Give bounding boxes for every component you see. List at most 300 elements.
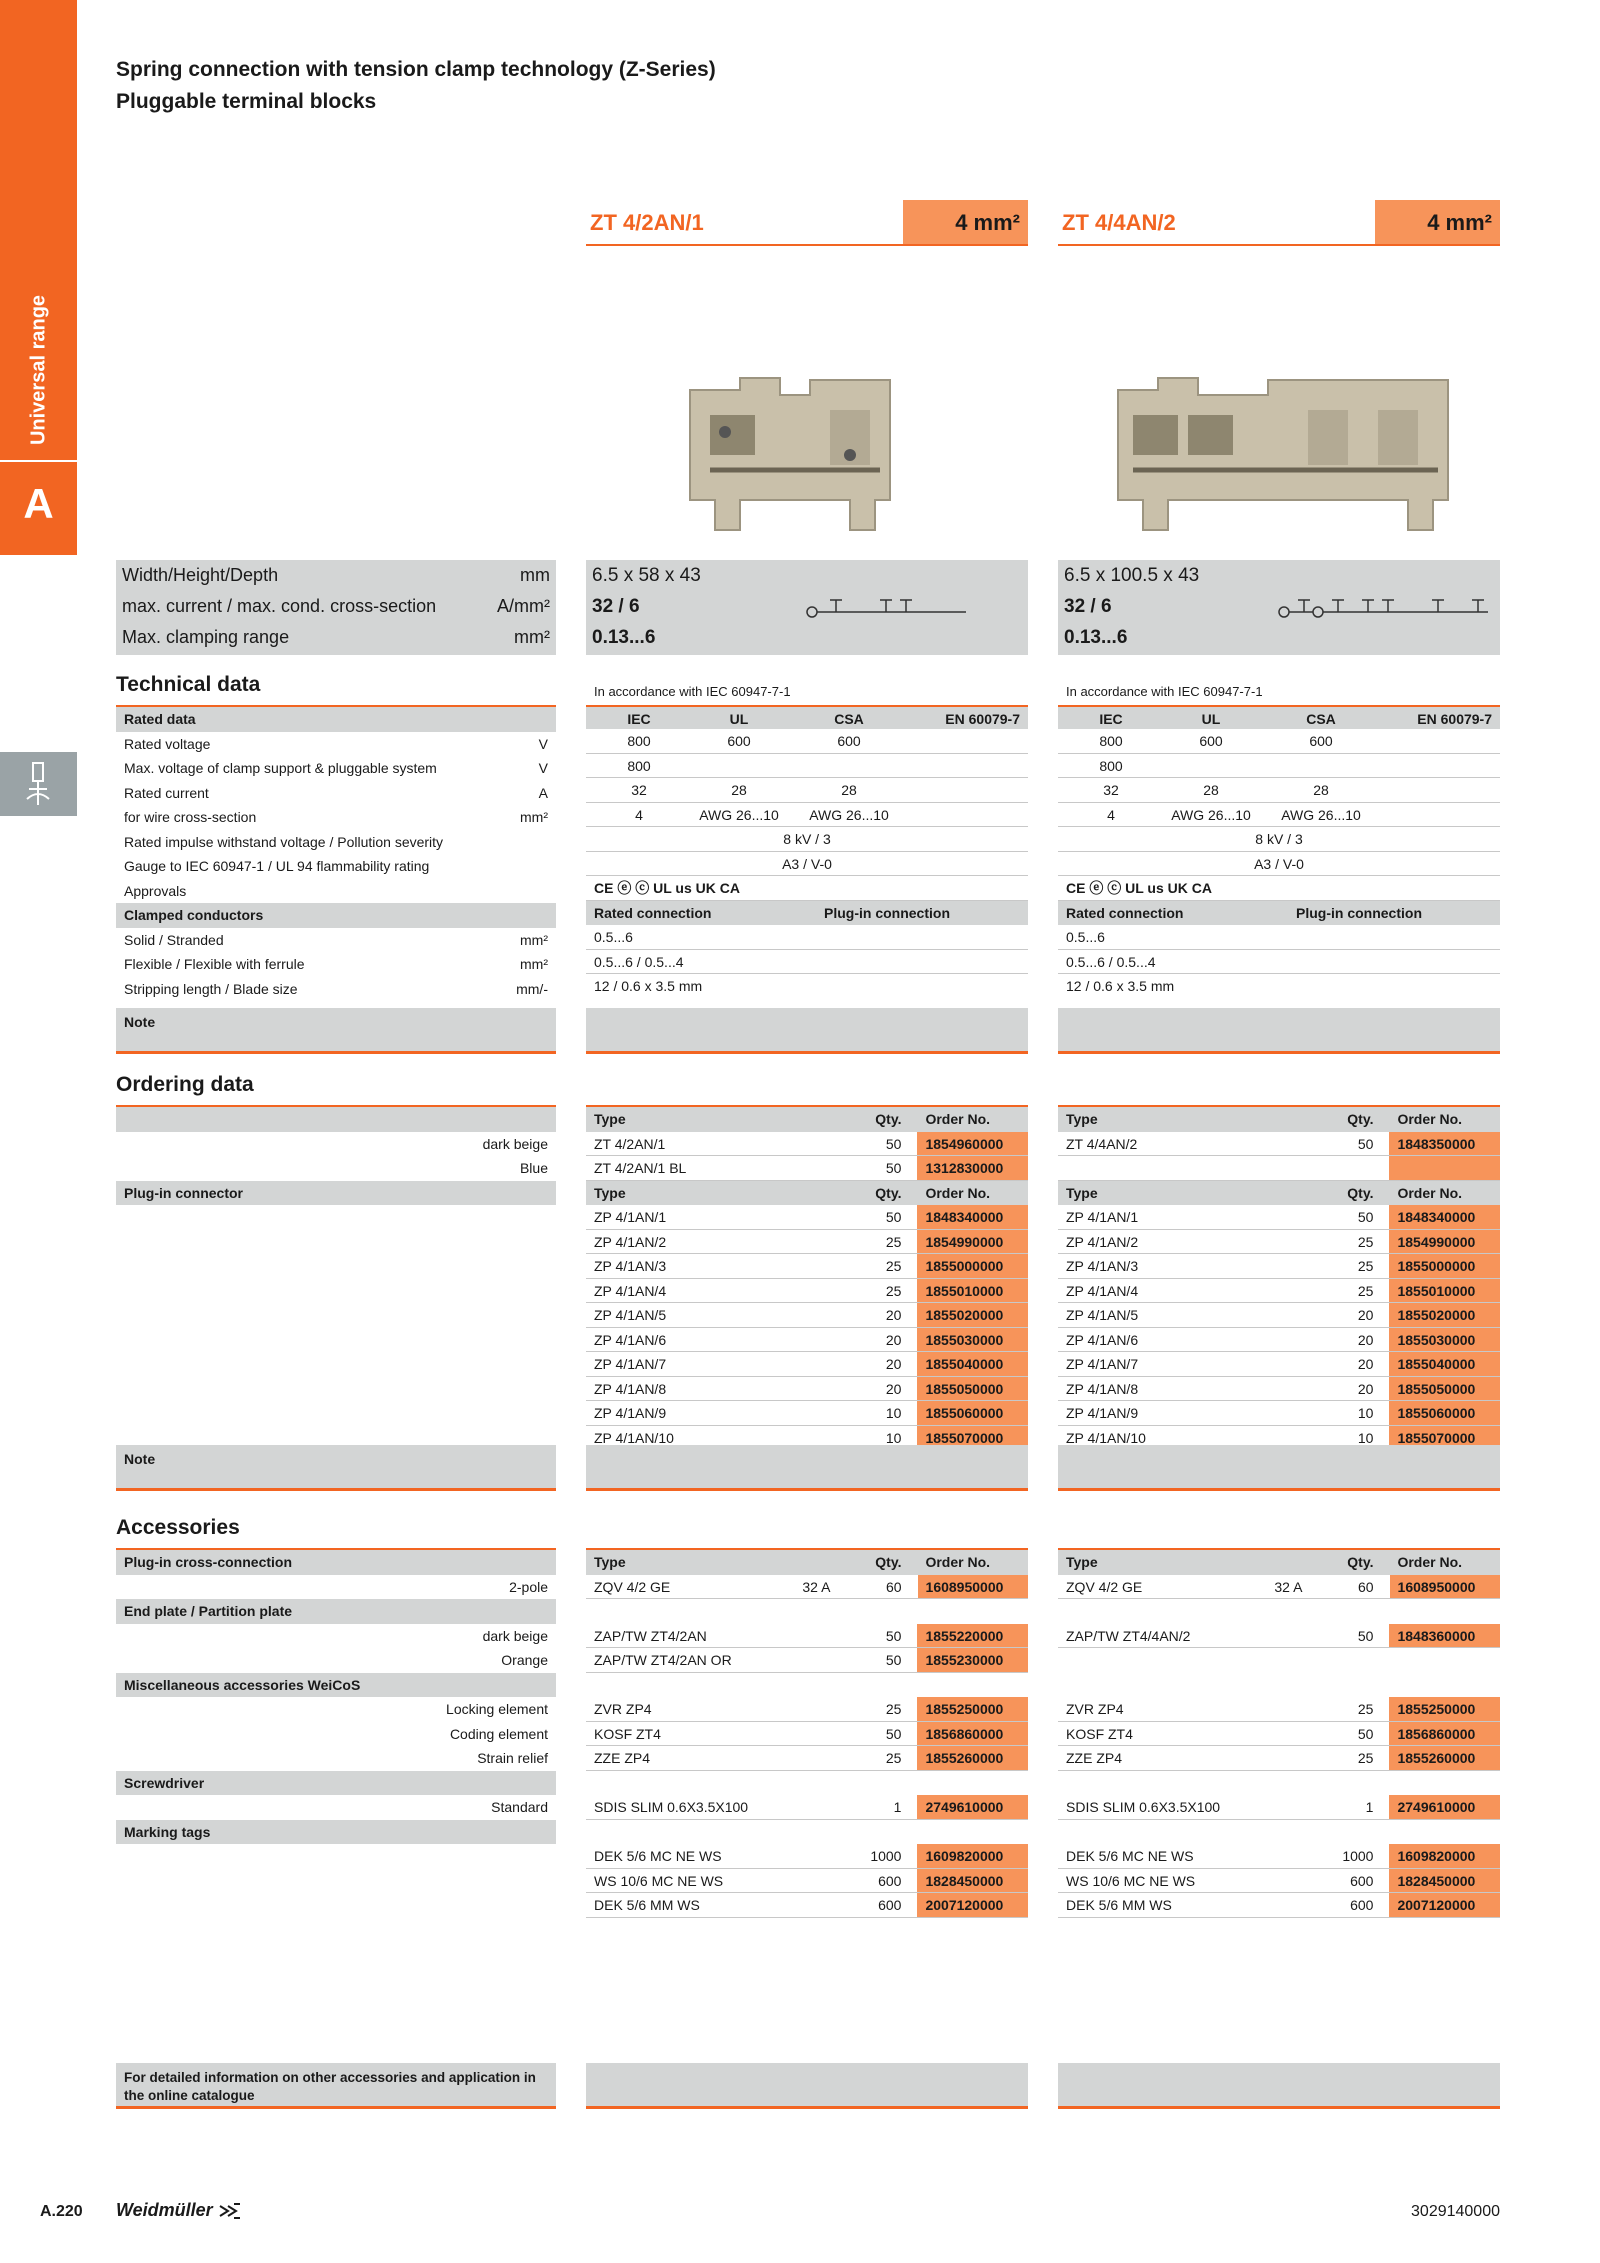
h-type: Type (1066, 1554, 1098, 1570)
rated-connection-label: Rated connection (594, 904, 712, 921)
technical-values-1 (586, 680, 1028, 999)
accordance-note: In accordance with IEC 60947-7-1 (594, 684, 791, 699)
cell-current: 32 A (1274, 1578, 1303, 1595)
cell-qty: 50 (885, 1725, 902, 1742)
page-number: A.220 (40, 2203, 83, 2220)
cell: AWG 26...10 (1281, 806, 1361, 823)
spacer (1058, 1820, 1500, 1845)
general-row (116, 591, 556, 622)
cell-order: 1855230000 (917, 1648, 1028, 1672)
row-label: Gauge to IEC 60947-1 / UL 94 flammability rating (124, 858, 430, 874)
technical-title: Technical data (116, 673, 261, 696)
order-row (586, 1697, 1028, 1722)
std-ul: UL (1201, 710, 1221, 727)
order-row (586, 1746, 1028, 1771)
cell-order: 1855020000 (917, 1303, 1028, 1327)
clamped-heading: Clamped conductors (116, 903, 556, 928)
product-header-2 (1058, 200, 1500, 246)
cell-type: ZAP/TW ZT4/4AN/2 (1066, 1627, 1191, 1644)
connection-header (586, 901, 1028, 926)
order-row (1058, 1352, 1500, 1377)
technical-values-2 (1058, 680, 1500, 999)
cell-order: 1854960000 (917, 1132, 1028, 1156)
wiring-symbol-2 (1278, 594, 1493, 622)
range-label-box (0, 280, 77, 460)
cell-qty: 20 (885, 1380, 902, 1397)
cell-order: 1855010000 (917, 1279, 1028, 1303)
cell-type: ZP 4/1AN/10 (594, 1429, 674, 1446)
order-row (586, 1205, 1028, 1230)
spacer (586, 1771, 1028, 1796)
clamp-value: 0.13...6 (1064, 627, 1128, 648)
cell-qty: 60 (1357, 1578, 1374, 1595)
cell: 28 (731, 782, 747, 798)
cell: 4 (1107, 806, 1115, 823)
cell: 600 (1309, 733, 1333, 749)
dark-beige-label: dark beige (482, 1627, 548, 1644)
cell-order: 1854990000 (917, 1230, 1028, 1254)
row-unit: mm² (514, 627, 550, 647)
ordering-blank-heading (116, 1107, 556, 1132)
flexible-row: 0.5...6 / 0.5...4 (586, 950, 1028, 975)
tech-row (116, 854, 556, 879)
cell-type: ZP 4/1AN/4 (1066, 1282, 1139, 1299)
order-row (1058, 1795, 1500, 1820)
current-row (1058, 778, 1500, 803)
cell-qty: 20 (1357, 1307, 1374, 1323)
row-unit: A/mm² (497, 596, 550, 616)
wiring-symbol-1 (806, 594, 1016, 622)
std-csa: CSA (1306, 710, 1336, 727)
cell-order: 1855000000 (1389, 1254, 1500, 1278)
solid-row: 0.5...6 (1058, 925, 1500, 950)
cell: 600 (1199, 733, 1223, 749)
row-label: Flexible / Flexible with ferrule (124, 956, 305, 972)
cell-qty: 1 (893, 1799, 902, 1815)
cell-order: 1855050000 (1389, 1377, 1500, 1401)
impulse-row: 8 kV / 3 (1058, 827, 1500, 852)
cell-type: WS 10/6 MC NE WS (594, 1872, 724, 1889)
row-unit: mm² (520, 931, 548, 948)
brand-name: Weidmüller (116, 2200, 213, 2220)
order-row (1058, 1279, 1500, 1304)
order-row (1058, 1575, 1500, 1600)
order-header (586, 1181, 1028, 1206)
cell-order: 1855020000 (1389, 1303, 1500, 1327)
order-note-box-1 (586, 1445, 1028, 1491)
order-row (1058, 1844, 1500, 1869)
std-en: EN 60079-7 (945, 710, 1020, 727)
cell-order: 1856860000 (917, 1722, 1028, 1746)
order-row (1058, 1624, 1500, 1649)
row-label: Rated voltage (124, 735, 211, 752)
current-value: 32 / 6 (1064, 596, 1112, 617)
row-label: Solid / Stranded (124, 931, 224, 948)
cell-qty: 10 (1357, 1405, 1374, 1421)
h-order: Order No. (925, 1554, 991, 1570)
row-unit: mm² (520, 956, 548, 972)
current-row (586, 778, 1028, 803)
row-label: for wire cross-section (124, 809, 257, 825)
solid-row: 0.5...6 (586, 925, 1028, 950)
order-row (586, 1279, 1028, 1304)
cell-qty: 25 (885, 1233, 902, 1250)
cell-order: 1855250000 (1389, 1697, 1500, 1721)
plugin-connection-label: Plug-in connection (1296, 904, 1422, 921)
cell-type: ZVR ZP4 (594, 1701, 652, 1717)
cell: 600 (837, 733, 861, 749)
cell: 800 (1099, 733, 1123, 749)
cell-order: 1855030000 (917, 1328, 1028, 1352)
cell-qty: 10 (1357, 1429, 1374, 1446)
document-number: 3029140000 (1411, 2203, 1500, 2220)
approval-marks: CE ⓔ ⓒ UL us UK CA (1058, 876, 1500, 901)
order-row (1058, 1205, 1500, 1230)
cell-order: 1855070000 (1389, 1426, 1500, 1450)
cell-qty: 1000 (870, 1848, 902, 1864)
brand-mark-icon (218, 2202, 242, 2220)
spacer (1058, 1673, 1500, 1698)
order-row (586, 1648, 1028, 1673)
cell-order: 1855260000 (1389, 1746, 1500, 1770)
cell-qty: 50 (1357, 1135, 1374, 1152)
cell-type: SDIS SLIM 0.6X3.5X100 (1066, 1799, 1221, 1815)
end-plate-heading: End plate / Partition plate (116, 1599, 556, 1624)
header-line-1: Spring connection with tension clamp technology (Z-Series) (116, 58, 716, 81)
cell-order: 1855000000 (917, 1254, 1028, 1278)
cell-type: ZT 4/4AN/2 (1066, 1135, 1138, 1152)
order-row (1058, 1377, 1500, 1402)
cell-qty: 60 (885, 1578, 902, 1595)
tech-row (116, 977, 556, 1002)
clamp-voltage-row (1058, 754, 1500, 779)
cell-order: 1855220000 (917, 1624, 1028, 1648)
cell-type: ZP 4/1AN/1 (594, 1209, 667, 1225)
cell-qty: 25 (885, 1701, 902, 1717)
color-dark-beige: dark beige (482, 1135, 548, 1152)
cell-qty: 50 (885, 1135, 902, 1152)
general-row (116, 622, 556, 653)
h-order: Order No. (1397, 1111, 1463, 1127)
order-header (586, 1107, 1028, 1132)
marking-heading: Marking tags (116, 1820, 556, 1845)
product-name: ZT 4/2AN/1 (590, 210, 704, 235)
orange-label: Orange (501, 1652, 548, 1668)
tech-row (116, 805, 556, 830)
cell: 600 (727, 733, 751, 749)
cell-type: KOSF ZT4 (594, 1725, 661, 1742)
row-label: Rated impulse withstand voltage / Pollution severity (124, 833, 444, 850)
h-type: Type (594, 1111, 626, 1127)
two-pole-label: 2-pole (509, 1578, 548, 1595)
approval-marks: CE ⓔ ⓒ UL us UK CA (586, 876, 1028, 901)
h-qty: Qty. (875, 1184, 902, 1201)
gauge-row: A3 / V-0 (586, 852, 1028, 877)
cell-order: 1608950000 (1390, 1575, 1500, 1599)
cell-type: ZP 4/1AN/5 (594, 1307, 667, 1323)
cell-type: ZP 4/1AN/6 (594, 1331, 667, 1348)
order-row (586, 1377, 1028, 1402)
gauge-row: A3 / V-0 (1058, 852, 1500, 877)
cell-type: ZP 4/1AN/1 (1066, 1209, 1139, 1225)
cell-type: ZP 4/1AN/9 (1066, 1405, 1139, 1421)
online-note-box (116, 2063, 556, 2109)
std-en: EN 60079-7 (1417, 710, 1492, 727)
tech-row (116, 830, 556, 855)
h-type: Type (1066, 1111, 1098, 1127)
cell: 4 (635, 806, 643, 823)
row-unit: mm² (520, 809, 548, 825)
plugin-connector-heading: Plug-in connector (116, 1181, 556, 1206)
cell-type: ZP 4/1AN/10 (1066, 1429, 1146, 1446)
order-header (1058, 1550, 1500, 1575)
cell-order: 1848340000 (917, 1205, 1028, 1229)
cell-qty: 600 (878, 1897, 902, 1913)
spacer (1058, 1599, 1500, 1624)
cell: 28 (841, 782, 857, 798)
cell-qty: 25 (1357, 1258, 1374, 1274)
order-header (1058, 1181, 1500, 1206)
order-row (586, 1352, 1028, 1377)
clamp-voltage-row (586, 754, 1028, 779)
cell-type: ZP 4/1AN/5 (1066, 1307, 1139, 1323)
dims-value: 6.5 x 58 x 43 (592, 565, 701, 586)
tech-note-box (116, 1008, 556, 1054)
cell-type: ZP 4/1AN/4 (594, 1282, 667, 1299)
order-row (1058, 1303, 1500, 1328)
online-note-text: For detailed information on other accessories and application in the online catalogue (124, 2070, 536, 2103)
cell-order: 1828450000 (917, 1869, 1028, 1893)
color-blue: Blue (519, 1160, 548, 1176)
cell: 800 (627, 757, 651, 774)
note-label: Note (124, 1014, 156, 1030)
screwdriver-heading: Screwdriver (116, 1771, 556, 1796)
order-row (586, 1303, 1028, 1328)
tech-note-box-2 (1058, 1008, 1500, 1054)
ordering-table-1 (586, 1105, 1028, 1450)
cell-order: 2007120000 (1389, 1893, 1500, 1917)
terminal-block-image-1 (680, 370, 900, 540)
terminal-block-image-2 (1108, 370, 1458, 540)
range-label: Universal range (27, 294, 49, 446)
tech-row (116, 952, 556, 977)
accessory-labels (116, 1548, 556, 1844)
sidebar-divider (0, 460, 77, 462)
general-row (116, 560, 556, 591)
cell-type: ZP 4/1AN/2 (1066, 1233, 1139, 1250)
product-name: ZT 4/4AN/2 (1062, 210, 1176, 235)
flexible-row: 0.5...6 / 0.5...4 (1058, 950, 1500, 975)
cell: 800 (1099, 757, 1123, 774)
cell-order: 1855060000 (1389, 1401, 1500, 1425)
cell-order: 2749610000 (1389, 1795, 1500, 1819)
cell-type: ZP 4/1AN/3 (594, 1258, 667, 1274)
cell-type: ZP 4/1AN/3 (1066, 1258, 1139, 1274)
cell-qty: 20 (1357, 1380, 1374, 1397)
cell-type: ZT 4/2AN/1 BL (594, 1160, 687, 1176)
h-qty: Qty. (875, 1111, 902, 1127)
order-header (586, 1550, 1028, 1575)
product-size: 4 mm² (903, 200, 1028, 244)
terminal-icon (0, 752, 77, 816)
cell-qty: 20 (885, 1307, 902, 1323)
cell-order: 1855260000 (917, 1746, 1028, 1770)
cell-qty: 25 (1357, 1282, 1374, 1299)
spacer (586, 1599, 1028, 1624)
cell-qty: 50 (885, 1652, 902, 1668)
cell-order: 1609820000 (917, 1844, 1028, 1868)
accessory-table-2 (1058, 1548, 1500, 1918)
cell: AWG 26...10 (699, 806, 779, 823)
cell-type: DEK 5/6 MM WS (594, 1897, 700, 1913)
cell-type: WS 10/6 MC NE WS (1066, 1872, 1196, 1889)
order-row (1058, 1869, 1500, 1894)
tech-row (116, 732, 556, 757)
cell-type: ZAP/TW ZT4/2AN (594, 1627, 707, 1644)
order-row (586, 1254, 1028, 1279)
order-row (1058, 1746, 1500, 1771)
row-label: Width/Height/Depth (122, 565, 279, 585)
cell-type: ZZE ZP4 (1066, 1750, 1123, 1766)
order-row (586, 1401, 1028, 1426)
spacer (586, 1673, 1028, 1698)
order-note-box-2 (1058, 1445, 1500, 1491)
rated-connection-label: Rated connection (1066, 904, 1184, 921)
ordering-title: Ordering data (116, 1073, 254, 1096)
voltage-row (1058, 729, 1500, 754)
general-values-1 (586, 560, 1028, 655)
row-label: Max. voltage of clamp support & pluggable system (124, 760, 437, 776)
row-label: Rated current (124, 784, 209, 801)
cell-type: DEK 5/6 MM WS (1066, 1897, 1172, 1913)
cell-qty: 50 (1357, 1209, 1374, 1225)
h-order: Order No. (925, 1184, 991, 1201)
cell: AWG 26...10 (809, 806, 889, 823)
cell-order: 1855250000 (917, 1697, 1028, 1721)
misc-heading: Miscellaneous accessories WeiCoS (116, 1673, 556, 1698)
order-row (586, 1156, 1028, 1181)
row-label: max. current / max. cond. cross-section (122, 596, 437, 616)
cell-qty: 50 (1357, 1627, 1374, 1644)
standards-header (1058, 705, 1500, 730)
cell-current: 32 A (802, 1578, 831, 1595)
cell-qty: 25 (1357, 1750, 1374, 1766)
order-row (1058, 1328, 1500, 1353)
online-note-box-1 (586, 2063, 1028, 2109)
locking-label: Locking element (446, 1701, 548, 1717)
h-qty: Qty. (1347, 1554, 1374, 1570)
cell-order: 1854990000 (1389, 1230, 1500, 1254)
cell-order: 1848350000 (1389, 1132, 1500, 1156)
h-qty: Qty. (1347, 1111, 1374, 1127)
cell-qty: 10 (885, 1405, 902, 1421)
cell-qty: 600 (878, 1872, 902, 1889)
cell-type: ZP 4/1AN/2 (594, 1233, 667, 1250)
order-row (586, 1132, 1028, 1157)
product-size: 4 mm² (1375, 200, 1500, 244)
clamp-row (1058, 622, 1500, 653)
dims-row (1058, 560, 1500, 591)
cell-qty: 50 (1357, 1725, 1374, 1742)
general-labels (116, 560, 556, 655)
clamp-row (586, 622, 1028, 653)
accessory-table-1 (586, 1548, 1028, 1918)
cell-qty: 20 (885, 1331, 902, 1348)
order-row (1058, 1401, 1500, 1426)
order-row (586, 1722, 1028, 1747)
h-type: Type (1066, 1184, 1098, 1201)
impulse-row: 8 kV / 3 (586, 827, 1028, 852)
row-label: Stripping length / Blade size (124, 980, 298, 997)
connection-header (1058, 901, 1500, 926)
row-label: Approvals (124, 882, 187, 899)
current-value: 32 / 6 (592, 596, 640, 617)
cell-order: 1312830000 (917, 1156, 1028, 1180)
cell-qty: 25 (885, 1282, 902, 1299)
order-row (1058, 1230, 1500, 1255)
tech-row (116, 756, 556, 781)
accessories-title: Accessories (116, 1516, 240, 1539)
cell: 800 (627, 733, 651, 749)
cell-order: 1855030000 (1389, 1328, 1500, 1352)
cell-qty: 600 (1350, 1897, 1374, 1913)
row-unit: A (538, 784, 548, 801)
cell-order: 1848340000 (1389, 1205, 1500, 1229)
page-header (116, 54, 716, 118)
cell-type: DEK 5/6 MC NE WS (1066, 1848, 1194, 1864)
tech-row (116, 928, 556, 953)
technical-labels (116, 705, 556, 1001)
section-letter: A (23, 480, 54, 527)
spacer (1058, 1771, 1500, 1796)
voltage-row (586, 729, 1028, 754)
cell-order: 1855050000 (917, 1377, 1028, 1401)
rated-data-heading: Rated data (116, 707, 556, 732)
std-iec: IEC (1099, 710, 1123, 727)
cross-connection-heading: Plug-in cross-connection (116, 1550, 556, 1575)
cell-qty: 1000 (1342, 1848, 1374, 1864)
row-unit: mm (520, 565, 550, 585)
cell-type: ZAP/TW ZT4/2AN OR (594, 1652, 732, 1668)
tech-row (116, 781, 556, 806)
cell-order: 1855040000 (917, 1352, 1028, 1376)
clamp-value: 0.13...6 (592, 627, 656, 648)
order-row (586, 1844, 1028, 1869)
dims-value: 6.5 x 100.5 x 43 (1064, 565, 1200, 586)
order-row (1058, 1132, 1500, 1157)
h-qty: Qty. (875, 1554, 902, 1570)
cross-row (1058, 803, 1500, 828)
strip-row: 12 / 0.6 x 3.5 mm (1066, 978, 1175, 994)
h-type: Type (594, 1554, 626, 1570)
cell-order: 2007120000 (917, 1893, 1028, 1917)
cell-type: ZT 4/2AN/1 (594, 1135, 666, 1152)
section-sidebar (0, 0, 77, 555)
cell-qty: 20 (1357, 1331, 1374, 1348)
accordance-note: In accordance with IEC 60947-7-1 (1066, 684, 1263, 699)
h-qty: Qty. (1347, 1184, 1374, 1201)
cell-qty: 25 (1357, 1701, 1374, 1717)
cell-qty: 25 (1357, 1233, 1374, 1250)
spacer (586, 1820, 1028, 1845)
order-row (1058, 1697, 1500, 1722)
cell-type: KOSF ZT4 (1066, 1725, 1133, 1742)
h-order: Order No. (925, 1111, 991, 1127)
std-ul: UL (729, 710, 749, 727)
order-row-empty (1058, 1156, 1500, 1181)
cross-row (586, 803, 1028, 828)
h-order: Order No. (1397, 1184, 1463, 1201)
